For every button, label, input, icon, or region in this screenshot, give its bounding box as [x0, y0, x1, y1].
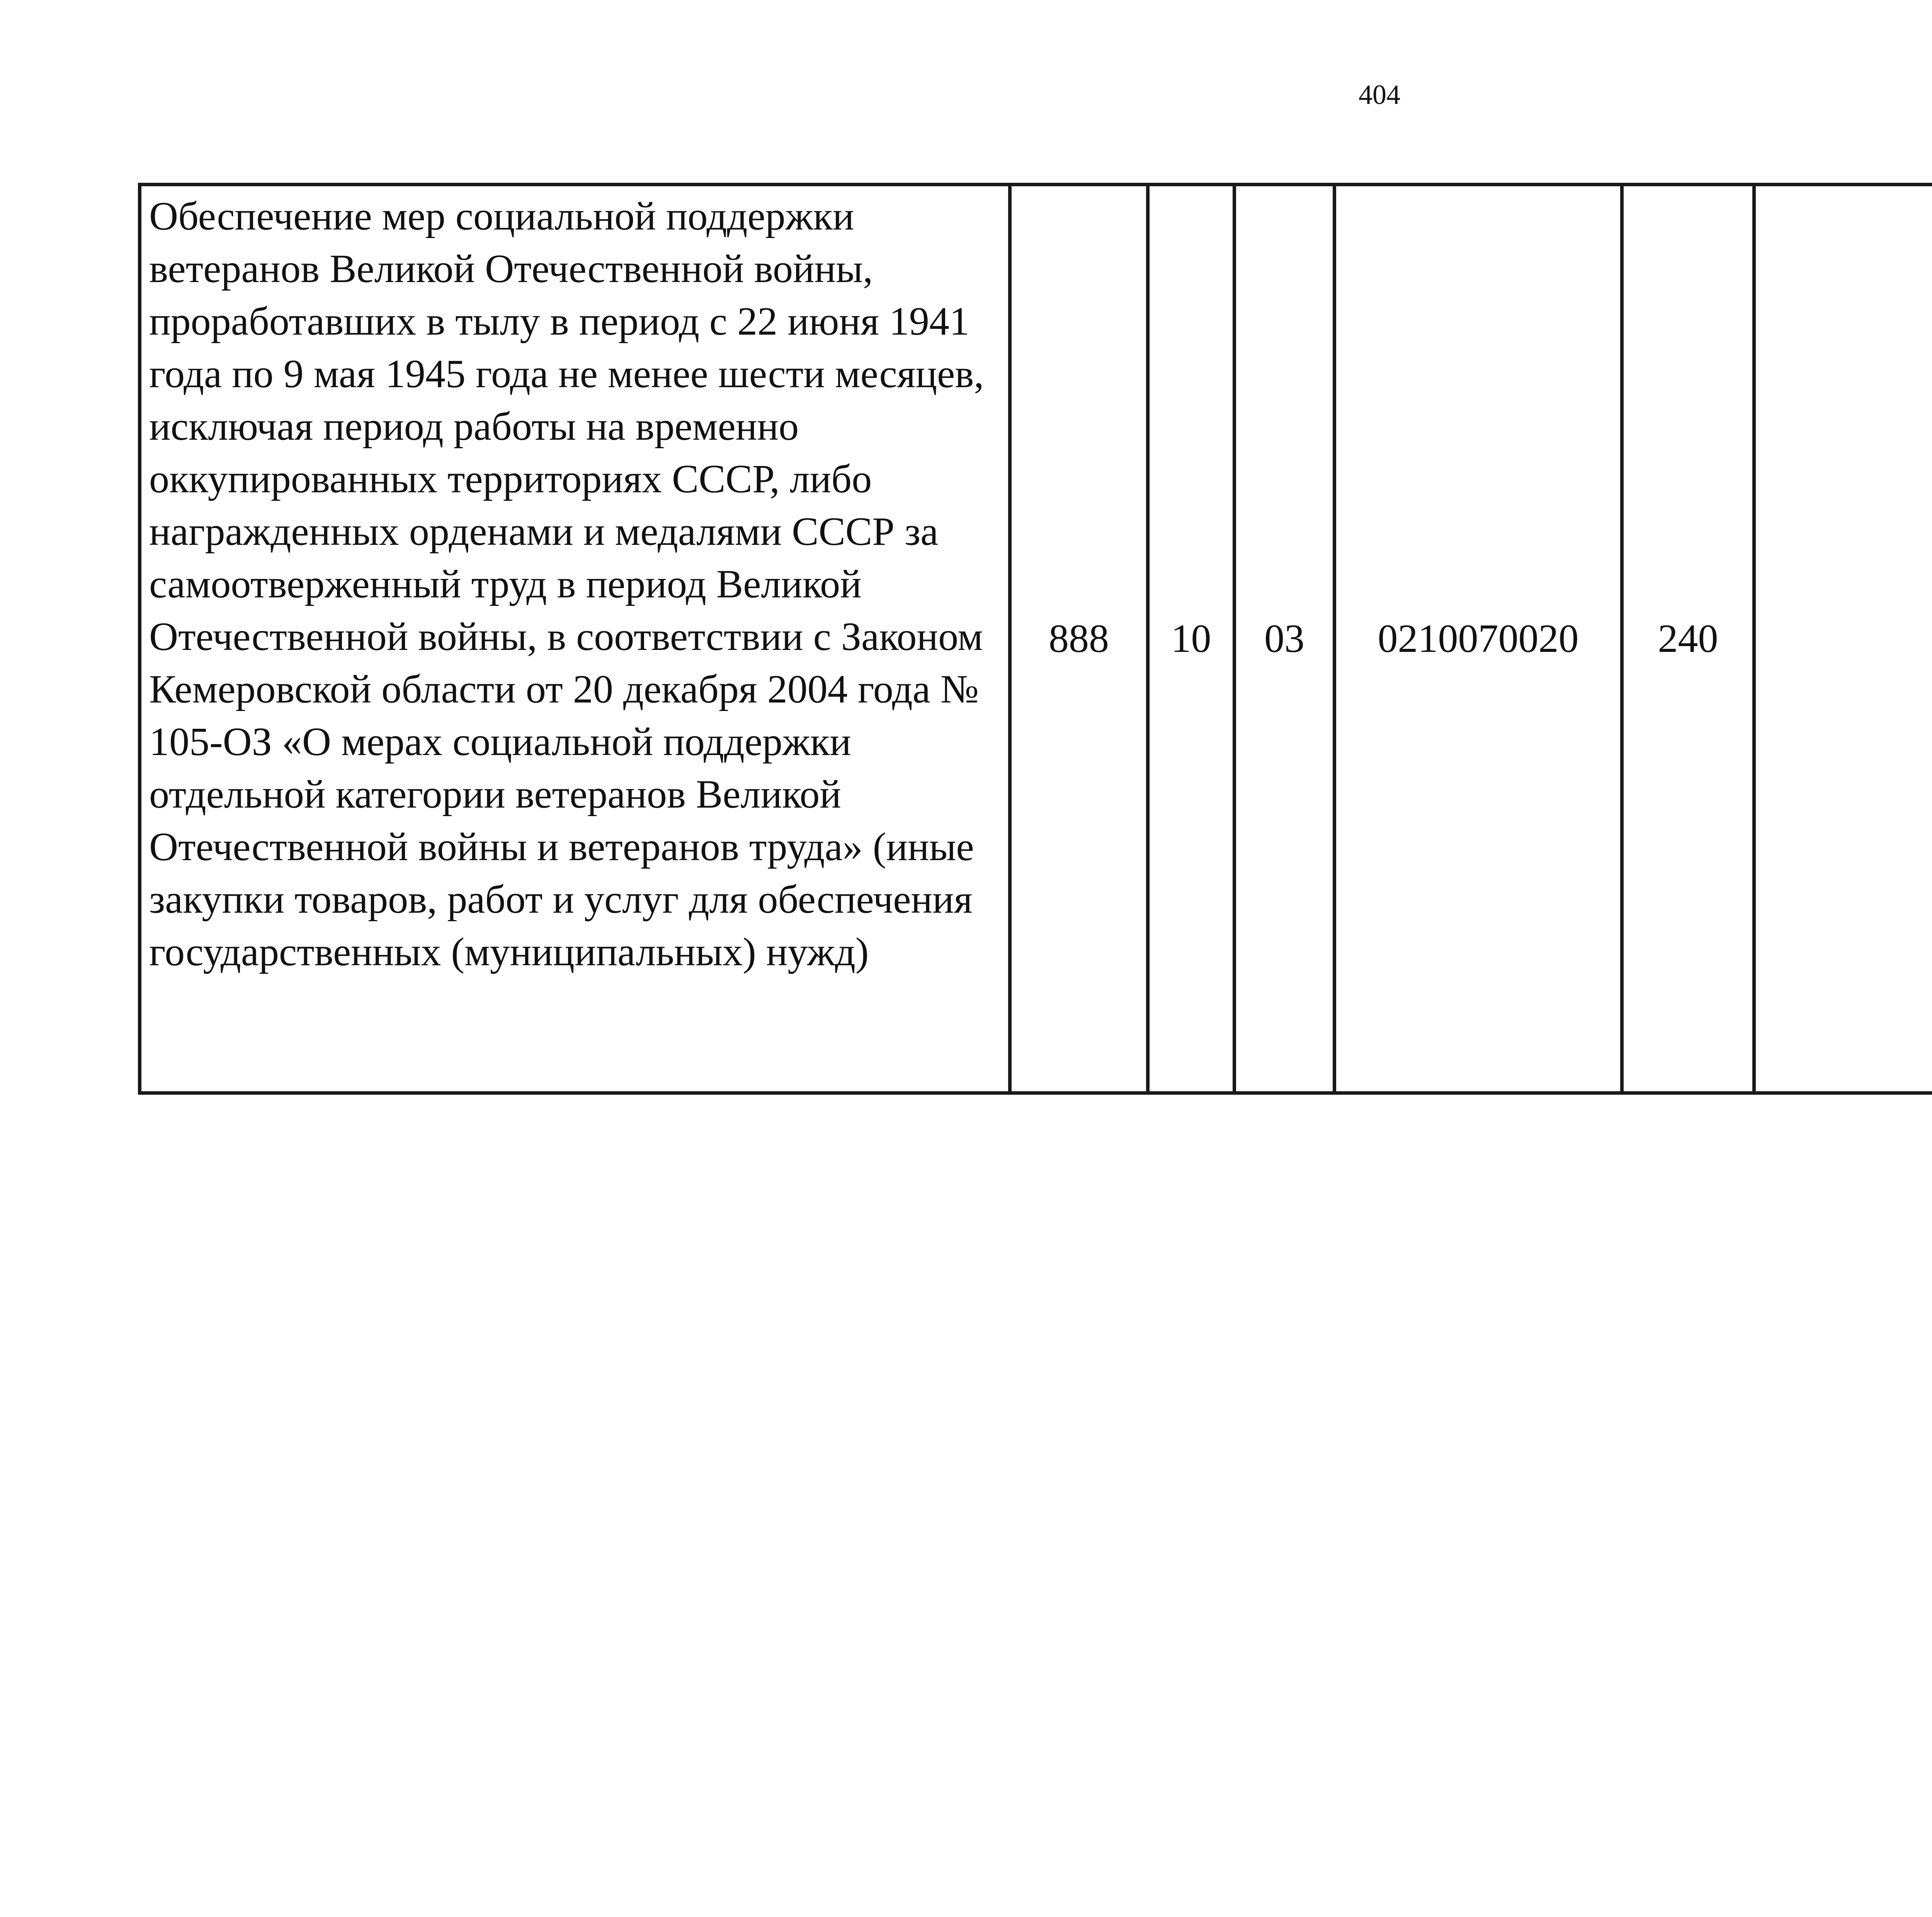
subsection-cell: 03: [1235, 185, 1335, 1093]
table-row: [140, 185, 1932, 1093]
row-description: Обеспечение мер социальной поддержки ветеранов Великой Отечественной войны, проработавших в тылу в период с 22 июня 1941 года по 9 мая 1945 года не менее шести месяцев, исключая период работы на временно оккупированных территориях СССР, либо награжденных орденами и медалями СССР за самоотверженный труд в период Великой Отечественной войны, в соответствии с Законом Кемеровской области от 20 декабря 2004 года № 105-ОЗ «О мерах социальной поддержки отдельной категории ветеранов Великой Отечественной войны и ветеранов труда» (иные закупки товаров, работ и услуг для обеспечения государственных (муниципальных) нужд): [140, 185, 1010, 1093]
page-number: 404: [1359, 79, 1400, 110]
amount-1-cell: [1754, 185, 1932, 1093]
expense-type-cell: 240: [1622, 185, 1754, 1093]
budget-table: [138, 183, 1932, 1095]
section-cell: 10: [1148, 185, 1235, 1093]
target-article-cell: 0210070020: [1335, 185, 1622, 1093]
ministry-code-cell: 888: [1010, 185, 1148, 1093]
